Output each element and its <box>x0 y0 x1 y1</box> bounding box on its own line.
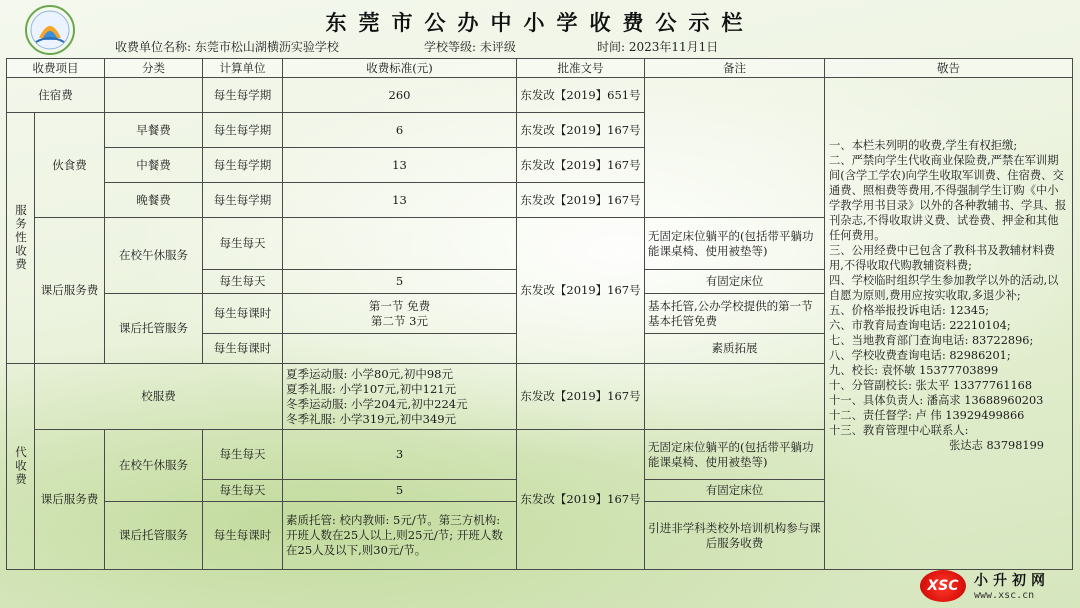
note-cell <box>645 78 825 218</box>
notice-line: 四、学校临时组织学生参加教学以外的活动,以自愿为原则,费用应按实收取,多退少补; <box>829 274 1059 302</box>
cat-cell: 中餐费 <box>105 148 203 183</box>
xsc-logo-icon: XSC <box>920 570 966 602</box>
notice-line: 二、严禁向学生代收商业保险费,严禁在军训期间(含学工学农)向学生收取军训费、住宿费、交通费、照相费等费用,不得强制学生订购《中小学教学用书目录》以外的各种教辅书、学具、报刊杂志,不得收取讲义费、试卷费、押金和其他任何费用。 <box>829 154 1067 242</box>
fee-table <box>6 58 1073 570</box>
contact-line: 六、市教育局查询电话: 22210104; <box>829 319 1011 332</box>
cat-cell: 在校午休服务 <box>105 430 203 502</box>
col-header: 批准文号 <box>517 59 645 78</box>
note-cell: 有固定床位 <box>645 480 825 502</box>
unit-cell: 每生每天 <box>203 270 283 294</box>
contact-line: 五、价格举报投诉电话: 12345; <box>829 304 990 317</box>
col-header: 收费标准(元) <box>283 59 517 78</box>
doc-cell: 东发改【2019】167号 <box>517 148 645 183</box>
unit-cell: 每生每学期 <box>203 113 283 148</box>
contact-line: 七、当地教育部门查询电话: 83722896; <box>829 334 1034 347</box>
contact-line: 十一、具体负责人: 潘高求 13688960203 <box>829 394 1044 407</box>
std-line: 第二节 3元 <box>371 313 428 328</box>
contact-line: 十三、教育管理中心联系人: <box>829 424 969 437</box>
std-cell: 260 <box>283 78 517 113</box>
item-cell: 伙食费 <box>35 113 105 218</box>
watermark-name: 小升初网 <box>974 573 1050 589</box>
contact-line: 八、学校收费查询电话: 82986201; <box>829 349 1011 362</box>
cat-cell <box>105 78 203 113</box>
note-cell: 无固定床位躺平的(包括带平躺功能课桌椅、使用被垫等) <box>645 430 825 480</box>
std-cell <box>283 334 517 364</box>
contact-line: 九、校长: 袁怀敏 15377703899 <box>829 364 999 377</box>
col-header: 备注 <box>645 59 825 78</box>
std-cell: 素质托管: 校内教师: 5元/节。第三方机构: 开班人数在25人以上,则25元/节; 开班人数在25人及以下,则30元/节。 <box>283 502 517 570</box>
notice-line: 一、本栏未列明的收费,学生有权拒缴; <box>829 139 1018 152</box>
col-header: 分类 <box>105 59 203 78</box>
note-cell: 素质拓展 <box>645 334 825 364</box>
page-title: 东莞市公办中小学收费公示栏 <box>325 11 755 35</box>
std-line: 第一节 免费 <box>368 298 431 313</box>
std-cell: 3 <box>283 430 517 480</box>
std-cell: 5 <box>283 270 517 294</box>
std-line: 冬季礼服: 小学319元,初中349元 <box>286 411 457 426</box>
unit-label: 收费单位名称: 东莞市松山湖横沥实验学校 <box>115 40 339 54</box>
table-row <box>7 78 1073 113</box>
std-line: 夏季礼服: 小学107元,初中121元 <box>286 381 457 396</box>
contact-line: 十二、责任督学: 卢 伟 13929499866 <box>829 409 1025 422</box>
cat-cell: 课后托管服务 <box>105 294 203 364</box>
notice-line: 三、公用经费中已包含了教科书及教辅材料费用,不得收取代购教辅资料费; <box>829 244 1055 272</box>
std-cell <box>283 294 517 334</box>
notice-cell <box>825 78 1073 570</box>
col-header: 计算单位 <box>203 59 283 78</box>
cat-cell: 晚餐费 <box>105 183 203 218</box>
doc-cell: 东发改【2019】167号 <box>517 113 645 148</box>
unit-cell: 每生每天 <box>203 480 283 502</box>
cat-cell: 课后托管服务 <box>105 502 203 570</box>
std-cell: 6 <box>283 113 517 148</box>
note-cell: 有固定床位 <box>645 270 825 294</box>
grade-label: 学校等级: 未评级 <box>424 40 516 54</box>
watermark <box>920 570 1070 604</box>
header <box>0 0 1080 58</box>
doc-cell: 东发改【2019】167号 <box>517 364 645 430</box>
item-cell: 住宿费 <box>7 78 105 113</box>
std-line: 夏季运动服: 小学80元,初中98元 <box>286 366 453 381</box>
doc-cell: 东发改【2019】651号 <box>517 78 645 113</box>
note-cell: 无固定床位躺平的(包括带平躺功能课桌椅、使用被垫等) <box>645 218 825 270</box>
time-label: 时间: 2023年11月1日 <box>597 40 719 54</box>
std-cell: 5 <box>283 480 517 502</box>
unit-cell: 每生每课时 <box>203 334 283 364</box>
unit-cell: 每生每学期 <box>203 183 283 218</box>
doc-cell: 东发改【2019】167号 <box>517 218 645 364</box>
watermark-url: www.xsc.cn <box>974 590 1035 601</box>
item-cell: 校服费 <box>35 364 283 430</box>
item-cell: 课后服务费 <box>35 218 105 364</box>
group-label-agency: 代收费 <box>7 364 35 570</box>
note-cell: 引进非学科类校外培训机构参与课后服务收费 <box>645 502 825 570</box>
cat-cell: 早餐费 <box>105 113 203 148</box>
note-cell <box>645 364 825 430</box>
contact-line: 十、分管副校长: 张太平 13377761168 <box>829 379 1033 392</box>
unit-cell: 每生每学期 <box>203 78 283 113</box>
unit-cell: 每生每天 <box>203 430 283 480</box>
std-cell <box>283 218 517 270</box>
std-cell: 13 <box>283 183 517 218</box>
unit-cell: 每生每天 <box>203 218 283 270</box>
col-header: 收费项目 <box>7 59 105 78</box>
contact-line: 张达志 83798199 <box>949 439 1044 452</box>
std-cell: 13 <box>283 148 517 183</box>
table-header-row <box>7 59 1073 78</box>
std-cell <box>283 364 517 430</box>
cat-cell: 在校午休服务 <box>105 218 203 294</box>
unit-cell: 每生每课时 <box>203 502 283 570</box>
group-label-service: 服务性收费 <box>7 113 35 364</box>
unit-cell: 每生每课时 <box>203 294 283 334</box>
std-line: 冬季运动服: 小学204元,初中224元 <box>286 396 468 411</box>
doc-cell: 东发改【2019】167号 <box>517 430 645 570</box>
note-cell: 基本托管,公办学校提供的第一节基本托管免费 <box>645 294 825 334</box>
item-cell: 课后服务费 <box>35 430 105 570</box>
doc-cell: 东发改【2019】167号 <box>517 183 645 218</box>
unit-cell: 每生每学期 <box>203 148 283 183</box>
col-header: 敬告 <box>825 59 1073 78</box>
